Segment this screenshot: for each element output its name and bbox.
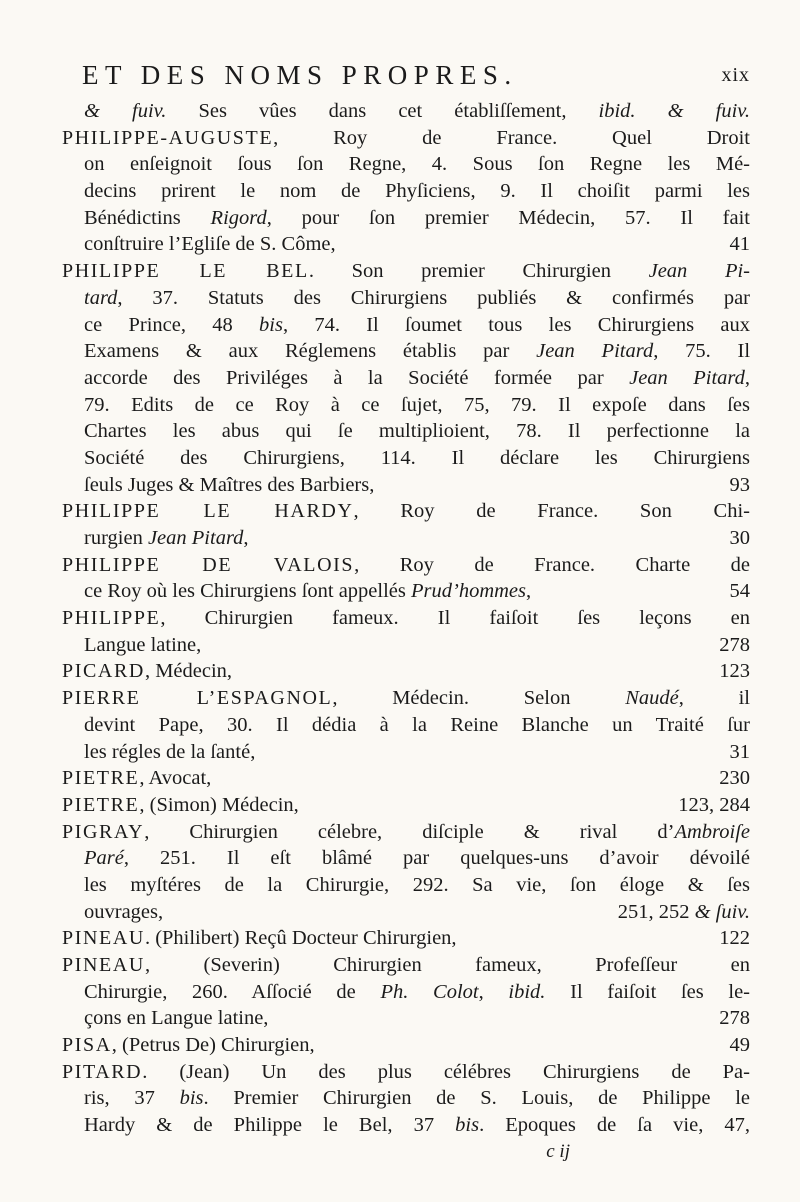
text-run: ſeuls Juges & Maîtres des Barbiers, <box>84 473 375 496</box>
text-italic: Jean Pi- <box>648 260 750 283</box>
page-reference: 49 <box>729 1034 750 1057</box>
text-run: , Médecin. Selon <box>332 687 626 710</box>
text-run: , (Severin) Chirurgien fameux, Profeſſeur en <box>144 954 750 976</box>
entry-headword: PICARD <box>62 660 145 683</box>
entry-headword: PITARD <box>62 1060 143 1083</box>
text-run: , Chirurgien célebre, diſciple & rival d’ <box>144 820 675 843</box>
index-line <box>62 712 750 739</box>
text-run: on enſeignoit ſous ſon Regne, 4. Sous ſon Regne les Mé- <box>84 153 750 176</box>
page-reference: 230 <box>719 767 750 790</box>
text-italic: & ſuiv. <box>694 900 750 923</box>
index-entry-line <box>62 1032 750 1059</box>
index-line <box>62 872 750 899</box>
page-reference: 123, 284 <box>678 793 750 816</box>
text-italic: & fuiv. <box>84 100 167 122</box>
index-line <box>62 1112 750 1139</box>
text-run: les myſtéres de la Chirurgie, 292. Sa vie, ſon éloge & ſes <box>84 873 750 896</box>
text-italic: Ph. Colot <box>380 980 479 1003</box>
text-italic: bis <box>179 1087 204 1110</box>
text-run: . (Jean) Un des plus célébres Chirurgiens de Pa- <box>142 1060 750 1083</box>
entry-headword: PIGRAY <box>62 820 145 843</box>
index-line <box>62 1005 750 1032</box>
entry-headword: PINEAU <box>62 954 145 976</box>
text-run: devint Pape, 30. Il dédia à la Reine Blanche un Traité ſur <box>84 713 750 736</box>
page-reference-number: 251, 252 <box>617 900 695 923</box>
text-run: , Roy de France. Quel Droit <box>273 126 750 149</box>
index-text <box>62 98 750 1166</box>
text-run: Chirurgie, 260. Aſſocié de <box>84 980 381 1003</box>
text-run: decins prirent le nom de Phyſiciens, 9. Il choiſit parmi les <box>84 180 750 203</box>
index-entry-line <box>62 925 750 952</box>
text-italic: ibid. <box>508 980 546 1003</box>
index-line <box>62 899 750 926</box>
index-line <box>62 231 750 258</box>
text-run: , pour ſon premier Médecin, 57. Il fait <box>266 206 750 229</box>
text-run: çons en Langue latine, <box>84 1007 269 1030</box>
catchword: c ij <box>546 1140 570 1162</box>
text-italic: Naudé <box>625 687 679 710</box>
index-line <box>62 578 750 605</box>
text-italic: bis <box>455 1114 480 1137</box>
text-run: 79. Edits de ce Roy à ce ſujet, 75, 79. Il expoſe dans ſes <box>84 393 750 416</box>
text-run: , 74. Il ſoumet tous les Chirurgiens aux <box>282 313 750 336</box>
text-run: , Chirurgien fameux. Il faiſoit ſes leçons en <box>160 607 750 630</box>
index-line <box>62 1085 750 1112</box>
text-italic: Jean Pitard <box>536 340 654 363</box>
page-reference <box>618 899 750 926</box>
text-run: , Avocat, <box>139 767 212 790</box>
text-run: Société des Chirurgiens, 114. Il déclare les Chirurgiens <box>84 446 750 469</box>
index-line <box>62 178 750 205</box>
index-line <box>62 979 750 1006</box>
text-italic: Paré <box>84 847 124 870</box>
index-entry-line <box>62 819 750 846</box>
index-line <box>62 392 750 419</box>
index-entry-line <box>62 952 750 979</box>
text-run: Langue latine, <box>84 633 202 656</box>
page-reference: 31 <box>729 740 750 763</box>
index-line <box>62 472 750 499</box>
text-run: ris, 37 <box>84 1087 180 1110</box>
page-reference: 54 <box>729 580 750 603</box>
text-run: , <box>744 366 750 389</box>
index-line <box>62 312 750 339</box>
index-entry-line <box>62 792 750 819</box>
text-run: , il <box>678 687 750 710</box>
index-line <box>62 285 750 312</box>
index-line <box>62 338 750 365</box>
text-italic: Ambroiſe <box>674 820 750 843</box>
page-reference: 41 <box>729 233 750 256</box>
text-run: ce Roy où les Chirurgiens ſont appellés <box>84 580 411 603</box>
index-entry-line <box>62 125 750 152</box>
page-reference: 123 <box>719 660 750 683</box>
text-run: Hardy & de Philippe le Bel, 37 <box>84 1114 456 1137</box>
entry-headword: PIETRE <box>62 793 140 816</box>
entry-headword: PHILIPPE DE VALOIS <box>62 553 355 576</box>
text-run: Bénédictins <box>84 206 211 229</box>
index-line <box>62 418 750 445</box>
index-line <box>62 98 750 125</box>
page-reference: 278 <box>719 633 750 656</box>
index-entry-line <box>62 1059 750 1086</box>
text-run: ce Prince, 48 <box>84 313 259 336</box>
page-reference: 122 <box>719 927 750 950</box>
entry-headword: PIERRE L’ESPAGNOL <box>62 687 333 710</box>
text-run: Chartes les abus qui ſe multiplioient, 78. Il perfectionne la <box>84 420 750 443</box>
text-run: . (Philibert) Reçû Docteur Chirurgien, <box>144 927 457 950</box>
index-line <box>62 151 750 178</box>
text-run: . Premier Chirurgien de S. Louis, de Philippe le <box>203 1087 750 1110</box>
entry-headword: PINEAU <box>62 927 145 950</box>
page-header <box>82 60 750 94</box>
index-line <box>62 365 750 392</box>
text-italic: Rigord <box>210 206 267 229</box>
text-run: Examens & aux Réglemens établis par <box>84 340 537 363</box>
page-reference: 93 <box>729 473 750 496</box>
text-italic: bis <box>259 313 283 336</box>
text-run: , 251. Il eſt blâmé par quelques-uns d’avoir dévoilé <box>123 847 750 870</box>
text-italic: ibid. & fuiv. <box>598 100 750 122</box>
index-entry-line <box>62 605 750 632</box>
index-line <box>62 739 750 766</box>
text-run: . Son premier Chirurgien <box>308 260 649 283</box>
text-run: . Epoques de ſa vie, 47, <box>479 1114 750 1137</box>
text-run: , Médecin, <box>144 660 233 683</box>
running-title: ET DES NOMS PROPRES. <box>82 60 518 90</box>
entry-headword: PHILIPPE LE HARDY <box>62 500 354 523</box>
text-run: rurgien <box>84 527 148 549</box>
entry-headword: PIETRE <box>62 767 140 790</box>
index-entry-line <box>62 765 750 792</box>
entry-headword: PHILIPPE LE BEL <box>62 260 309 283</box>
text-run: accorde des Priviléges à la Société formée par <box>84 366 630 389</box>
text-run: Il faiſoit ſes le- <box>545 980 750 1003</box>
entry-headword: PISA <box>62 1034 112 1057</box>
index-entry-line <box>62 258 750 285</box>
text-run: , 37. Statuts des Chirurgiens publiés & confirmés par <box>117 286 750 309</box>
text-run: Ses vûes dans cet établiſſement, <box>166 100 599 122</box>
text-run: , <box>243 527 249 549</box>
text-run: , 75. Il <box>653 340 750 363</box>
text-run: les régles de la ſanté, <box>84 740 256 763</box>
text-run: , Roy de France. Son Chi- <box>353 500 750 523</box>
text-italic: tard <box>84 286 118 309</box>
text-run: , (Simon) Médecin, <box>139 793 299 816</box>
entry-headword: PHILIPPE-AUGUSTE <box>62 126 274 149</box>
text-italic: Jean Pitard <box>147 527 244 549</box>
index-line <box>62 445 750 472</box>
text-run: , Roy de France. Charte de <box>354 553 750 576</box>
text-run: , <box>526 580 532 603</box>
index-line <box>62 205 750 232</box>
index-line <box>62 525 750 552</box>
index-line <box>62 632 750 659</box>
entry-headword: PHILIPPE <box>62 607 161 630</box>
page-reference: 278 <box>719 1007 750 1030</box>
index-entry-line <box>62 552 750 579</box>
index-entry-line <box>62 685 750 712</box>
text-run: , (Petrus De) Chirurgien, <box>111 1034 315 1057</box>
text-run: , <box>478 980 509 1003</box>
index-entry-line <box>62 498 750 525</box>
page-reference: 30 <box>729 527 750 549</box>
text-run: ouvrages, <box>84 900 164 923</box>
text-italic: Jean Pitard <box>629 366 745 389</box>
index-entry-line <box>62 658 750 685</box>
text-italic: Prud’hommes <box>411 580 527 603</box>
page-number: xix <box>721 64 750 86</box>
text-run: conſtruire l’Egliſe de S. Côme, <box>84 233 336 256</box>
index-line <box>62 845 750 872</box>
